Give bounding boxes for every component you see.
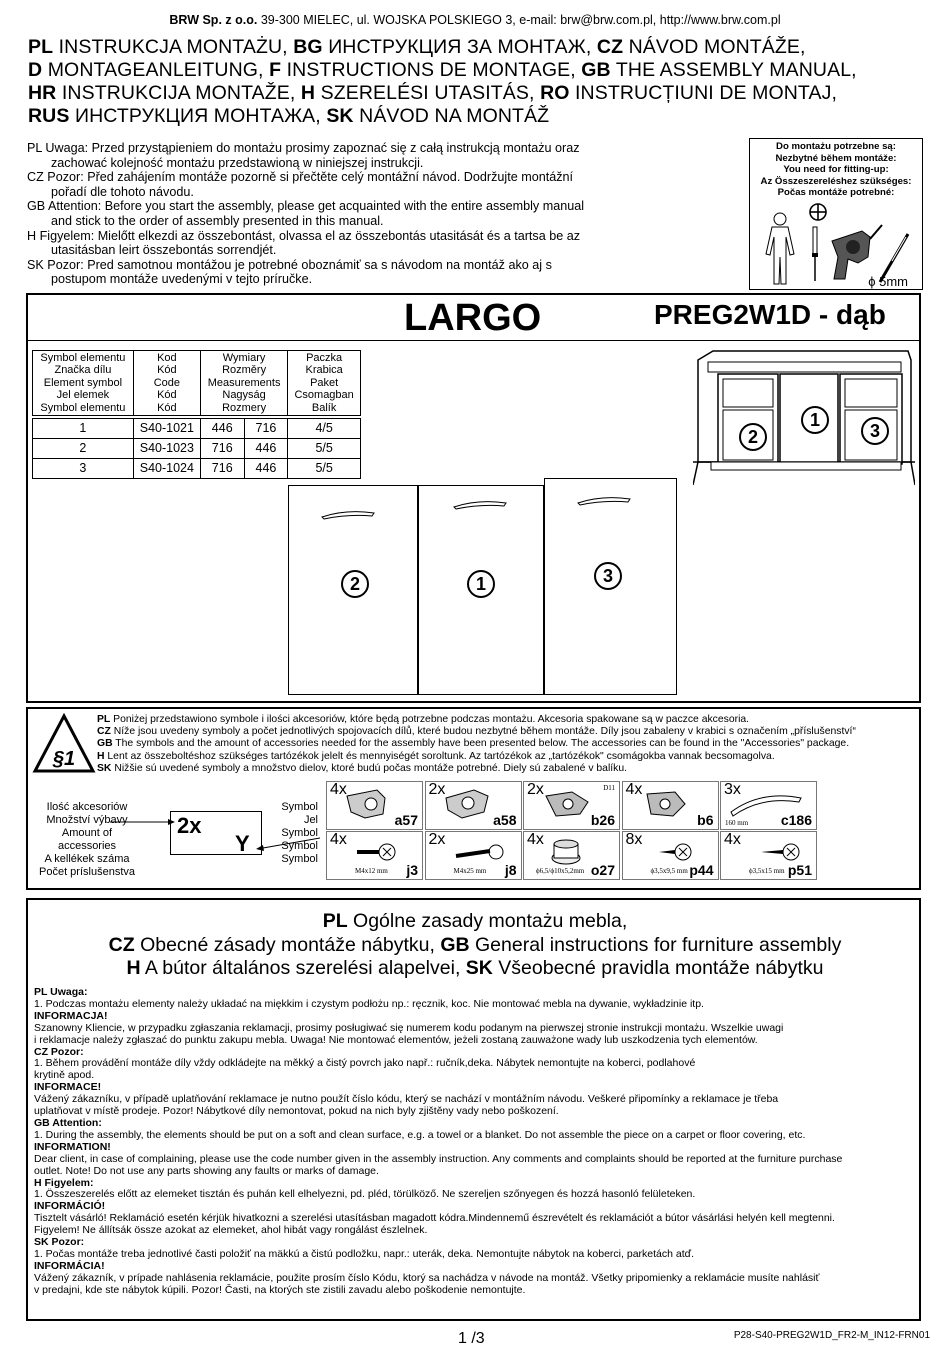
general-line: 1. During the assembly, the elements should be put on a soft and clean surface, e.g. a towel or a blanket. Do not assemble the piece on a carpet or floor covering, etc. <box>34 1128 806 1141</box>
intro-line <box>27 258 727 273</box>
accessory-dim: D11 <box>603 784 615 792</box>
accessory-text: Nižšie sú uvedené symboly a množstvo dielov, ktoré budú počas montáže potrebné. Diely sú zabalené v balíku. <box>111 762 628 774</box>
table-cell: 716 <box>244 419 288 439</box>
header-line: Measurements <box>207 376 281 389</box>
legend-left-line: A kellékek száma <box>44 853 130 865</box>
title-text: INSTRUKCIJA MONTAŽE, <box>56 82 301 104</box>
intro-text: Pozor: Před zahájením montáže pozorně si přečtěte celý montážní návod. Dodržujte montážní <box>43 170 574 185</box>
intro-continuation: postupom montáže uvedenými v tejto príručke. <box>51 272 313 287</box>
legend-left-line: Počet príslušenstva <box>39 866 135 878</box>
title-text: INSTRUKCJA MONTAŻU, <box>53 36 294 58</box>
accessory-text-line <box>97 726 917 738</box>
accessory-item <box>326 781 423 830</box>
legend-right-line: Symbol <box>281 853 318 865</box>
table-row <box>33 459 361 479</box>
general-title <box>0 910 950 981</box>
table-header-cell <box>288 351 361 416</box>
legend-right-line: Jel <box>303 814 318 826</box>
table-cell: 446 <box>244 439 288 459</box>
general-heading: INFORMÁCIA! <box>34 1259 105 1272</box>
header-line: Symbol elementu <box>40 352 126 364</box>
intro-text: Attention: Before you start the assembly, please get acquainted with the entire assembly manual <box>45 199 585 214</box>
accessory-dim: ϕ3,5x15 mm <box>749 867 785 875</box>
accessory-code: a58 <box>493 812 517 828</box>
accessory-item <box>326 831 423 880</box>
title-text: THE ASSEMBLY MANUAL, <box>610 59 857 81</box>
title-line <box>28 105 928 128</box>
title-text: SZERELÉSI UTASITÁS, <box>315 82 541 104</box>
general-line: outlet. Note! Do not use any parts showing any faults or marks of damage. <box>34 1164 379 1177</box>
accessory-dim: M4x25 mm <box>453 867 487 875</box>
general-line: Szanowny Kliencie, w przypadku zgłaszania reklamacji, prosimy posługiwać się numerem kodu podanym na pierwszej stronie instrukcji montażu. Wszelkie uwagi <box>34 1021 784 1034</box>
general-title-lang: GB <box>440 933 470 956</box>
intro-line <box>27 229 727 244</box>
legend-left-line: Ilość akcesoriów <box>46 801 128 813</box>
cabinet-label-1: 1 <box>801 406 829 434</box>
title-lang-code: GB <box>581 59 611 81</box>
accessory-code: a57 <box>394 812 418 828</box>
accessory-dim: ϕ3,5x9,5 mm <box>650 867 688 875</box>
title-text: INSTRUCTIONS DE MONTAGE, <box>281 59 582 81</box>
accessory-qty: 2x <box>428 831 446 848</box>
accessory-dim: 160 mm <box>725 819 749 827</box>
accessory-code: p51 <box>787 862 812 878</box>
general-line: 1. Počas montáže treba jednotlivé časti položiť na mäkkú a čistú podložku, napr.: uterák, deka. Nemontujte nábytok na koberci, parketách atď. <box>34 1247 695 1260</box>
general-line: 1. Összeszerelés előtt az elemeket tisztán és puhán kell elhelyezni, pd. pléd, törülköző. Ne szereljen szőnyegen és hozzá hasonló felületeken. <box>34 1188 696 1201</box>
table-row <box>33 439 361 459</box>
general-title-text: Obecné zásady montáže nábytku, <box>134 933 441 956</box>
general-heading: INFORMATION! <box>34 1140 111 1153</box>
accessory-dim: ϕ6,5/ϕ10x5,2mm <box>536 867 585 875</box>
drill-size-label: ϕ 5mm <box>868 274 908 289</box>
product-name: LARGO <box>404 297 542 339</box>
header-line: Krabica <box>305 364 343 377</box>
accessory-dim: M4x12 mm <box>355 867 388 875</box>
table-header-cell <box>133 351 200 416</box>
company-name: BRW Sp. z o.o. <box>169 13 258 27</box>
door-label-3: 3 <box>594 562 622 590</box>
title-lang-code: RO <box>540 82 570 104</box>
cabinet-label-3: 3 <box>861 417 889 445</box>
accessory-item <box>523 831 620 880</box>
header-line: Značka dílu <box>54 364 112 377</box>
title-lang-code: CZ <box>596 36 624 58</box>
warning-triangle-icon <box>32 713 96 775</box>
accessory-qty: 4x <box>527 831 544 848</box>
intro-line <box>27 170 727 185</box>
title-text: MONTAGEANLEITUNG, <box>42 59 270 81</box>
table-cell: 446 <box>244 459 288 479</box>
door-label-1: 1 <box>467 570 495 598</box>
title-lang-code: PL <box>28 36 54 58</box>
table-cell: 1 <box>33 419 134 439</box>
person-icon <box>766 213 794 284</box>
general-heading: SK Pozor: <box>34 1236 85 1249</box>
intro-lang-code: GB <box>27 199 46 214</box>
accessory-qty: 2x <box>428 781 446 798</box>
accessory-text: Níže jsou uvedeny symboly a počet jednotlivých spojovacích dílů, které budou nezbytné během montáže. Díly jsou zabaleny v krabici s označením „příslušenství“ <box>110 726 856 738</box>
general-title-lang: H <box>126 957 141 979</box>
general-heading: INFORMACE! <box>34 1081 102 1094</box>
accessory-code: o27 <box>590 862 615 878</box>
header-line: Nagyság <box>222 389 266 402</box>
header-line: Jel elemek <box>56 389 110 402</box>
general-heading: GB Attention: <box>34 1116 102 1129</box>
legend-qty: 2x <box>177 813 202 838</box>
intro-lang-code: PL <box>27 141 42 155</box>
title-lang-code: F <box>269 59 282 81</box>
tools-line: You need for fitting-up: <box>783 164 889 176</box>
general-line: Vážený zákazník, v prípade nahlásenia reklamácie, použite prosím číslo Kódu, ktorý sa nachádza v návode na montáž. Všetky pripomienky a reklamácie musíte nahlásiť <box>34 1271 820 1284</box>
title-lang-code: RUS <box>28 105 70 127</box>
general-title-line <box>0 957 950 981</box>
tools-line: Az Összeszereléshez szükséges: <box>760 175 912 187</box>
general-heading: PL Uwaga: <box>34 986 88 998</box>
drill-icon <box>832 225 882 279</box>
title-lang-code: HR <box>28 82 57 104</box>
header-line: Csomagban <box>294 389 354 402</box>
table-cell: 4/5 <box>288 419 361 439</box>
title-text: INSTRUCȚIUNI DE MONTAJ, <box>569 82 837 104</box>
legend-right <box>270 801 318 866</box>
general-heading: INFORMACJA! <box>34 1009 108 1022</box>
tools-illustration <box>750 139 922 289</box>
table-cell: 5/5 <box>288 459 361 479</box>
accessory-code: p44 <box>689 862 714 878</box>
accessory-code: j8 <box>504 862 517 878</box>
accessory-text-line <box>97 751 917 763</box>
accessory-lang-code: SK <box>97 762 112 774</box>
intro-text: Uwaga: Przed przystąpieniem do montażu prosimy zapoznać się z całą instrukcją montażu oraz <box>41 141 580 155</box>
header-line: Balík <box>311 401 337 414</box>
accessory-text-line <box>97 763 917 775</box>
intro-continuation: and stick to the order of assembly presented in this manual. <box>51 213 384 228</box>
intro-continuation: utasitásban leirt összebontás sorrendjét. <box>51 243 277 258</box>
phillips-icon <box>810 204 826 220</box>
title-lang-code: D <box>28 59 43 81</box>
general-line: uplatňovat v místě prodeje. Pozor! Nábytkové díly nemontovat, pokud na nich byly zjištěny vady nebo poškození. <box>34 1105 559 1118</box>
general-title-text: A bútor általános szerelési alapelvei, <box>140 957 466 979</box>
accessory-item <box>720 781 817 830</box>
header-line: Element symbol <box>43 376 123 389</box>
company-header <box>0 13 950 27</box>
table-cell: S40-1024 <box>133 459 200 479</box>
door-handles <box>288 478 680 538</box>
header-line: Kód <box>157 364 177 377</box>
accessory-text: The symbols and the amount of accessories needed for the assembly have been presented below. The accessories can be found in the "Accessories" package. <box>112 738 850 750</box>
title-text: ИНСТРУКЦИЯ МОНТАЖА, <box>69 105 327 127</box>
header-line: Wymiary <box>222 352 266 364</box>
title-lang-code: SK <box>326 105 354 127</box>
elements-table <box>32 350 361 479</box>
general-title-lang: SK <box>465 957 493 979</box>
general-title-lang: CZ <box>108 933 135 956</box>
title-lang-code: H <box>300 82 316 104</box>
accessory-qty: 2x <box>527 781 544 798</box>
table-row <box>33 419 361 439</box>
header-line: Code <box>153 376 180 389</box>
tools-line: Počas montáže potrebné: <box>777 187 895 199</box>
accessory-item <box>720 831 817 880</box>
accessory-text-line <box>97 738 917 750</box>
general-line: Vážený zákazníku, v případě uplatňování reklamace je nutno použít číslo kódu, který se nachází v montážním návodu. Veškeré připomínky a reklamace je třeba <box>34 1093 779 1106</box>
accessory-qty: 4x <box>724 831 741 848</box>
accessory-qty: 8x <box>625 831 643 848</box>
general-title-text: Všeobecné pravidla montáže nábytku <box>492 957 824 979</box>
accessory-qty: 4x <box>625 781 643 798</box>
title-line <box>28 82 928 105</box>
title-line <box>28 36 928 59</box>
document-code: P28-S40-PREG2W1D_FR2-M_IN12-FRN01 <box>733 1330 930 1341</box>
general-heading: H Figyelem: <box>34 1176 94 1189</box>
table-cell: S40-1021 <box>133 419 200 439</box>
accessory-text: Poniżej przedstawiono symbole i ilości akcesoriów, które będą potrzebne podczas montażu. Akcesoria spakowane są w paczce akcesoria. <box>110 714 750 725</box>
divider <box>28 340 919 341</box>
table-cell: 5/5 <box>288 439 361 459</box>
table-header-cell <box>200 351 287 416</box>
general-line: krytině apod. <box>34 1069 95 1082</box>
tools-needed-box <box>749 138 923 290</box>
legend-symbol: Y <box>235 831 250 856</box>
intro-continuation: pořadí dle tohoto návodu. <box>51 184 194 199</box>
cabinet-label-2: 2 <box>739 423 767 451</box>
accessory-item <box>523 781 620 830</box>
header-line: Kód <box>157 389 177 402</box>
header-line: Paket <box>310 376 339 389</box>
accessory-text: Lent az összeboltéshoz szükséges tartózékok jelelt és mennyiségét soroltunk. Az tartózékok az „tartózékok" csomágokba vannak becsomagolva. <box>104 750 775 762</box>
intro-lang-code: H <box>27 228 37 243</box>
general-title-lang: PL <box>322 910 348 932</box>
table-cell: 716 <box>200 439 244 459</box>
accessory-qty: 3x <box>724 781 741 798</box>
company-address: 39-300 MIELEC, ul. WOJSKA POLSKIEGO 3, e-mail: brw@brw.com.pl, http://www.brw.com.pl <box>257 13 781 27</box>
general-line: Figyelem! Ne állítsák össze azokat az elemeket, ahol hibát vagy rongálást észlelnek. <box>34 1224 428 1237</box>
general-title-line <box>0 910 950 934</box>
header-line: Kod <box>157 352 177 364</box>
table-cell: 716 <box>200 459 244 479</box>
intro-text: Pozor: Pred samotnou montážou je potrebné oboznámiť sa s návodom na montáž ako aj s <box>43 257 552 272</box>
table-header-cell <box>33 351 134 416</box>
accessory-item <box>425 831 522 880</box>
general-title-line <box>0 934 950 958</box>
product-code: PREG2W1D - dąb <box>654 299 886 330</box>
table-cell: S40-1023 <box>133 439 200 459</box>
intro-line <box>27 199 727 214</box>
general-line: Tisztelt vásárló! Reklamáció esetén kérjük hivatkozni a szerelési utasításban magadott kódra.Mindennemű észrevételt és reklamációt a bútor vásárlási helyén kell megtenni. <box>34 1212 835 1225</box>
accessory-lang-code: CZ <box>97 726 111 738</box>
accessory-lang-code: GB <box>97 738 113 750</box>
accessory-item <box>622 781 719 830</box>
manual-title-block <box>28 36 928 128</box>
general-line: 1. Podczas montażu elementy należy układać na miękkim i czystym podłożu np.: ręcznik, koc. Nie montować mebla na dywanie, wykładzinie itp. <box>34 997 704 1010</box>
intro-line <box>27 141 727 156</box>
page-number: 1 /3 <box>458 1330 485 1347</box>
accessory-text-line <box>97 714 917 726</box>
general-title-text: General instructions for furniture assembly <box>469 933 842 956</box>
general-title-text: Ogólne zasady montażu mebla, <box>347 910 628 932</box>
header-line: Rozmery <box>222 401 267 414</box>
tools-line: Nezbytné během montáže: <box>775 152 897 164</box>
intro-lang-code: SK <box>27 257 44 272</box>
accessory-item <box>622 831 719 880</box>
door-label-2: 2 <box>341 570 369 598</box>
title-text: ИНСТРУКЦИЯ ЗА МОНТАЖ, <box>322 36 597 58</box>
section-mark: §1 <box>52 748 76 770</box>
general-line: i reklamacje należy zgłaszać do punktu zakupu mebla. Uwaga! Nie montować elementów, jeżeli zostaną zauważone wady lub uszkodzenia tych elementów. <box>34 1033 758 1046</box>
intro-text: Figyelem: Mielőtt elkezdi az összebontást, olvassa el az összebontás utasitását és a tartsa be az <box>36 228 581 243</box>
accessory-code: j3 <box>406 862 418 878</box>
header-line: Paczka <box>306 352 343 364</box>
general-line: v predajni, kde ste nábytok kúpili. Pozor! Časti, na ktorých ste zistili zavadu alebo poškodenie nemontujte. <box>34 1283 526 1296</box>
tools-line: Do montażu potrzebne są: <box>776 141 896 152</box>
accessory-lang-code: PL <box>97 714 111 725</box>
intro-lang-code: CZ <box>27 170 44 185</box>
header-line: Kód <box>157 401 177 414</box>
header-line: Rozměry <box>222 364 267 377</box>
accessory-qty: 4x <box>330 781 347 798</box>
title-line <box>28 59 928 82</box>
title-lang-code: BG <box>293 36 323 58</box>
table-cell: 2 <box>33 439 134 459</box>
screwdriver-icon <box>812 227 818 281</box>
general-line: Dear client, in case of complaining, please use the code number given in the assembly instruction. Any comments and complaints should be reported at the furniture purchase <box>34 1152 843 1165</box>
legend-left-line: Množství výbavy <box>46 814 128 826</box>
accessory-qty: 4x <box>330 831 347 848</box>
table-cell: 446 <box>200 419 244 439</box>
title-text: NÁVOD NA MONTÁŽ <box>353 105 550 127</box>
intro-warnings <box>27 141 727 287</box>
legend-right-line: Symbol <box>281 827 318 839</box>
intro-continuation: zachować kolejność montażu przedstawioną w niniejszej instrukcji. <box>51 155 424 170</box>
general-heading: INFORMÁCIÓ! <box>34 1200 106 1213</box>
accessory-item <box>425 781 522 830</box>
legend-left-line: Amount of accessories <box>57 827 117 852</box>
general-line: 1. Během provádění montáže díly vždy odkládejte na měkký a čistý povrch jako např.: ručník,deka. Nábytek nemontujte na koberci, podlahové <box>34 1057 696 1070</box>
title-text: NÁVOD MONTÁŽE, <box>623 36 806 58</box>
accessory-lang-code: H <box>97 750 105 762</box>
legend-right-line: Symbol <box>281 840 318 852</box>
accessory-code: c186 <box>780 812 812 828</box>
accessories-text <box>97 714 917 775</box>
general-heading: CZ Pozor: <box>34 1045 84 1058</box>
general-instructions <box>34 987 914 1297</box>
legend-right-line: Symbol <box>281 801 318 813</box>
accessory-code: b26 <box>590 812 615 828</box>
accessory-code: b6 <box>697 812 714 828</box>
table-cell: 3 <box>33 459 134 479</box>
header-line: Symbol elementu <box>40 401 126 414</box>
